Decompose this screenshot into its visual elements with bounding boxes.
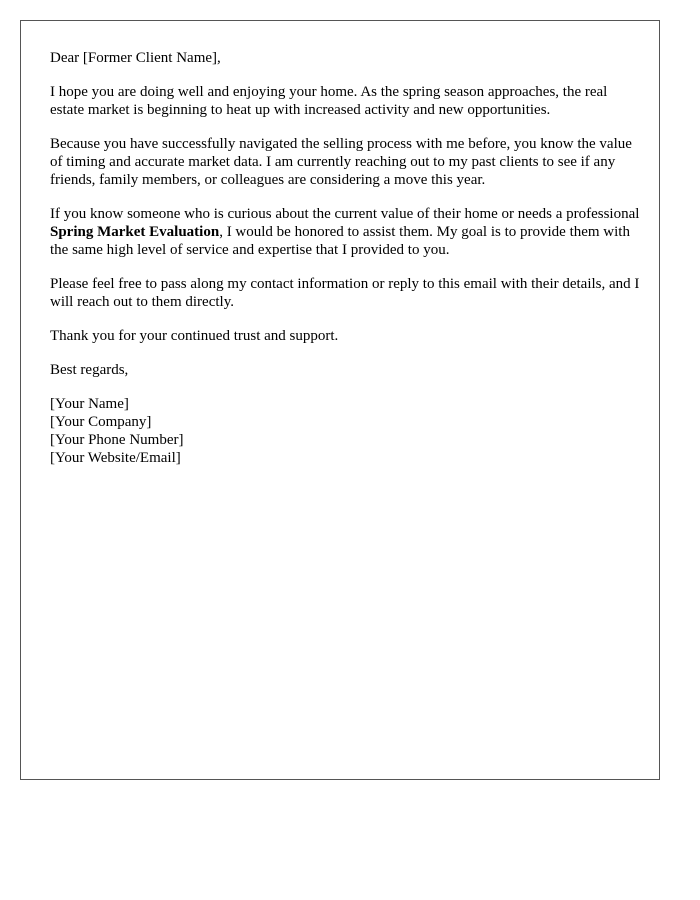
paragraph-contact: Please feel free to pass along my contact information or reply to this email with their details, and I will reach out to them directly. [50,276,640,310]
closing: Best regards, [50,362,129,378]
paragraph-evaluation-end: , I would be honored to assist them. My goal is to provide them with the same high level of service and expertise that I provided to you. [50,224,630,258]
paragraph-past-clients: Because you have successfully navigated the selling process with me before, you know the value of timing and accurate market data. I am currently reaching out to my past clients to see if any friends, family members, or colleagues are considering a move this year. [50,136,632,188]
signature-company: [Your Company] [50,414,152,430]
paragraph-evaluation-start: If you know someone who is curious about the current value of their home or needs a professional [50,206,640,222]
paragraph-evaluation [50,205,640,259]
signature-website-email: [Your Website/Email] [50,450,181,466]
paragraph-thanks: Thank you for your continued trust and support. [50,328,339,344]
letter-body [50,49,640,467]
salutation: Dear [Former Client Name], [50,50,221,66]
letter-frame [20,20,660,780]
signature-name: [Your Name] [50,396,129,412]
signature-block [50,395,640,467]
signature-phone: [Your Phone Number] [50,432,184,448]
spring-market-evaluation-highlight: Spring Market Evaluation [50,224,220,240]
paragraph-intro: I hope you are doing well and enjoying your home. As the spring season approaches, the real estate market is beginning to heat up with increased activity and new opportunities. [50,84,608,118]
